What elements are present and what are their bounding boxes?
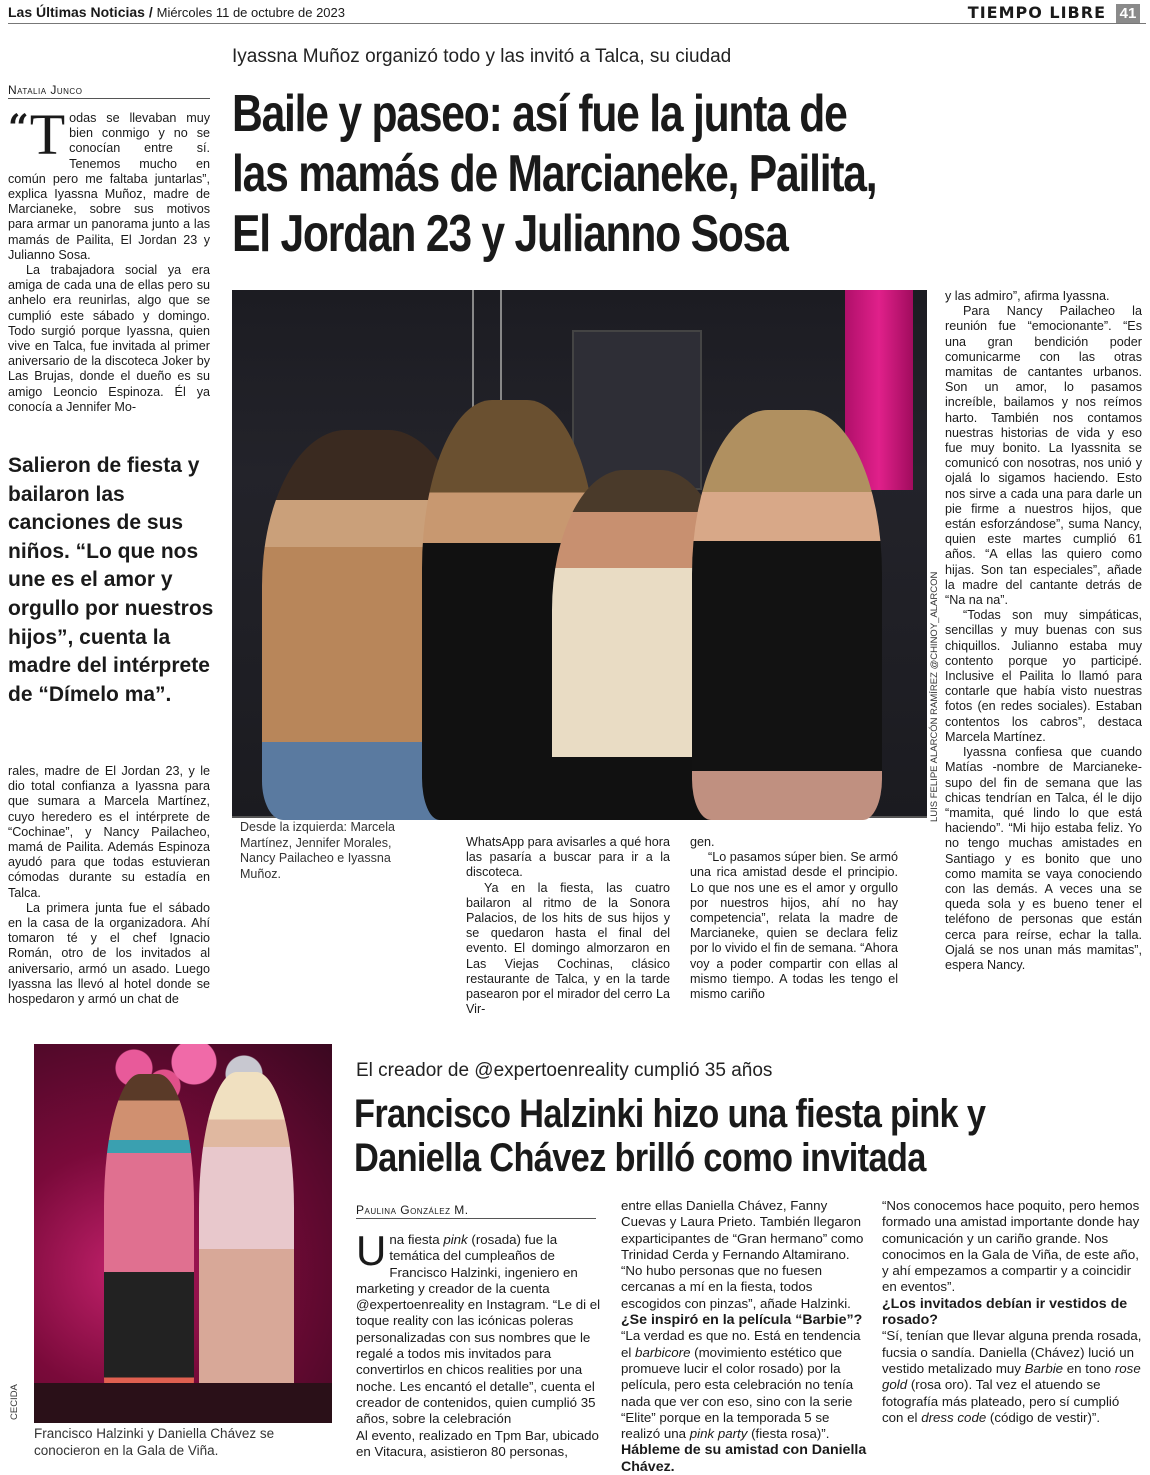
lead-text: na fiesta bbox=[389, 1232, 444, 1247]
dropcap-letter: T bbox=[29, 102, 66, 167]
paragraph: “Todas son muy simpáticas, sencillas y muy buenas con sus chiquillos. Julianno estaba muy contento porque yo participé. Inclusive el Pailita lo llamó para contarle que había visto nuestras fotos (en redes sociales). Estaban contentos los cabros”, destaca Marcela Martínez. bbox=[945, 608, 1142, 744]
interview-question: ¿Los invitados debían ir vestidos de rosado? bbox=[882, 1295, 1128, 1329]
photo-credit-text: CECIDA bbox=[9, 1384, 20, 1420]
headline-line: Francisco Halzinki hizo una fiesta pink y bbox=[354, 1092, 986, 1136]
dropcap-quote: “ bbox=[8, 107, 29, 149]
answer-text: (rosa oro). Tal vez el atuendo se fotografía más plateado, pero sí cumplió con el bbox=[882, 1377, 1120, 1425]
answer-text: “Sí, tenían que llevar alguna prenda rosada, fucsia o sandía. Daniella (Chávez) lució un vestido metalizado muy bbox=[882, 1328, 1142, 1376]
lead-paragraph bbox=[356, 1227, 606, 1428]
publication-line bbox=[8, 4, 345, 20]
lead-text: odas se llevaban muy bien conmigo y no se conocían entre sí. Tenemos mucho en común pero me faltaba juntarlas”, explica Iyassna Muñoz, madre de Marcianeke, sobre sus motivos para armar un panorama junto a las mamás de Pailita, El Jordan 23 y Julianno Sosa. bbox=[8, 111, 210, 262]
headline-line: El Jordan 23 y Julianno Sosa bbox=[232, 205, 788, 263]
article1-kicker: Iyassna Muñoz organizó todo y las invitó a Talca, su ciudad bbox=[232, 46, 732, 67]
paragraph: La primera junta fue el sábado en la casa de la organizadora. Ahí tomaron té y el chef Ignacio Román, otro de los invitados al aniversario, armó un asado. Luego Iyassna las llevó al hotel donde se hospedaron y armó un chat de bbox=[8, 900, 210, 1007]
article2-column2 bbox=[621, 1198, 871, 1475]
article1-column2 bbox=[466, 835, 670, 1017]
paragraph: Al evento, realizado en Tpm Bar, ubicado en Vitacura, asistieron 80 personas, bbox=[356, 1427, 599, 1459]
photo-credit-text: LUIS FELIPE ALARCÓN RAMÍREZ @CHINOY_ALARCON bbox=[929, 571, 940, 822]
answer-text: (código de vestir)”. bbox=[986, 1409, 1101, 1425]
lead-italic: pink bbox=[443, 1232, 468, 1247]
photo-credit bbox=[928, 532, 942, 822]
interview-answer: “Nos conocemos hace poquito, pero hemos formado una amistad importante donde hay comunicación y un cariño grande. Nos conocimos en la Gala de Viña, de este año, y ahí empezamos a compartir y a coincidir en eventos”. bbox=[882, 1198, 1140, 1295]
article2-headline bbox=[354, 1092, 1128, 1180]
answer-text: en tono bbox=[1063, 1360, 1115, 1376]
paragraph: gen. bbox=[690, 835, 715, 849]
publication-name: Las Últimas Noticias bbox=[8, 4, 145, 20]
paragraph: La trabajadora social ya era amiga de cada una de ellas pero su anhelo era reunirlas, algo que se cumplió este sábado y domingo. Todo surgió porque Iyassna, quien vive en Talca, fue invitada al primer aniversario de la discoteca Joker by Las Brujas, donde el dueño es su amigo Leoncio Espinoza. Él ya conocía a Jennifer Mo- bbox=[8, 263, 210, 414]
paragraph: Para Nancy Pailacheo la reunión fue “emocionante”. “Es una gran bendición poder comunicarme con las otras mamitas de cantantes urbanos. Son un amor, lo pasamos increíble, bailamos y nos reímos harto. También nos contamos nuestras historias de vida y eso fue muy bonito. La Iyassnita se comunicó con nosotras, nos unió y ojalá lo sigamos haciendo. Esto nos sirve a cada una para darle un pie firme a nuestros hijos, que están esforzándose”, suma Nancy, quien este martes cumplió 61 años. “A ellas las quiero como hijas. Son tan especiales”, añade la madre del cantante detrás de “Na na na”. bbox=[945, 304, 1142, 608]
article1-photo bbox=[232, 290, 927, 818]
article2-photo bbox=[34, 1044, 332, 1423]
article2-column1 bbox=[356, 1227, 606, 1460]
dropcap-letter: U bbox=[356, 1227, 387, 1274]
answer-italic: dress code bbox=[921, 1409, 987, 1425]
article1-column1-bottom bbox=[8, 764, 210, 1007]
speaker-stack bbox=[572, 330, 702, 490]
paragraph: “Lo pasamos súper bien. Se armó una rica amistad desde el principio. Lo que nos une es el amor y orgullo por nuestros hijos, ahí no hay competencia”, relata la madre de Marcianeke, quien se declara feliz por lo vivido el fin de semana. “Ahora voy a poder compartir con ellas al mismo tiempo. A todas les tengo el mismo cariño bbox=[690, 850, 898, 1002]
headline-line: Daniella Chávez brilló como invitada bbox=[354, 1136, 926, 1180]
answer-italic: barbicore bbox=[635, 1344, 691, 1360]
article1-column1-top bbox=[8, 102, 210, 415]
page-number: 41 bbox=[1116, 4, 1140, 23]
person-daniella bbox=[199, 1072, 294, 1412]
article1-column4 bbox=[945, 289, 1142, 973]
article1-headline bbox=[232, 84, 937, 264]
masthead bbox=[8, 4, 1146, 24]
photo-credit bbox=[8, 1360, 22, 1420]
paragraph: Iyassna confiesa que cuando Matías -nombre de Marcianeke- supo del fin de semana que las chicas tendrían en Talca, él le dijo “mamita, qué lindo lo que está haciendo”. “Mi hijo estaba feliz. Yo no tengo muchas amistades en Santiago y es bonito que uno como mamita se vaya conociendo con las demás. A veces una se queda sola y es bueno tener el teléfono de personas que están cerca para reírse, echar la talla. Ojalá se nos unan más mamitas”, espera Nancy. bbox=[945, 745, 1142, 972]
paragraph: WhatsApp para avisarles a qué hora las pasaría a buscar para ir a la discoteca. bbox=[466, 835, 670, 880]
lead-text: (rosada) fue la temática del cumpleaños de Francisco Halzinki, ingeniero en marketing y creador de la cuenta @expertoenreality en Instagram. “Le di el toque reality con las icónicas poleras personalizadas con sus nombres que le regalé a todos mis invitados para convertirlos en chicos realities por una noche. Les encantó el detalle”, cuenta el creador de contenidos, quien cumplió 35 años, sobre la celebración bbox=[356, 1232, 601, 1427]
answer-italic: pink party bbox=[689, 1426, 748, 1442]
answer-text: (fiesta rosa)”. bbox=[747, 1426, 830, 1442]
pull-quote: Salieron de fiesta y bailaron las canciones de sus niños. “Lo que nos une es el amor y orgullo por nuestros hijos”, cuenta la madre del intérprete de “Dímelo ma”. bbox=[8, 454, 214, 706]
stage-truss bbox=[472, 290, 502, 410]
floor bbox=[34, 1383, 332, 1423]
article1-byline: Natalia Junco bbox=[8, 83, 210, 99]
section-name: TIEMPO LIBRE bbox=[967, 3, 1106, 22]
paragraph: rales, madre de El Jordan 23, y le dio total confianza a Iyassna para que sumara a Marcela Martínez, cuyo heredero es el intérprete de “Cochinae”, y Nancy Pailacheo, mamá de Pailita. Además Espinoza ayudó para que todas estuvieran cómodas durante su estadía en Talca. bbox=[8, 764, 210, 900]
answer-text: (movimiento estético que promueve lucir el color rosado) por la película, pero esta celebración no tenía nada que ver con eso, sino con la serie “Elite” porque en la temporada 5 se realizó una bbox=[621, 1344, 854, 1442]
article1-column3 bbox=[690, 835, 898, 1002]
lead-paragraph bbox=[8, 102, 210, 263]
photo-caption: Francisco Halzinki y Daniella Chávez se conocieron en la Gala de Viña. bbox=[34, 1426, 275, 1458]
interview-question: ¿Se inspiró en la película “Barbie”? bbox=[621, 1312, 863, 1329]
answer-italic: Barbie bbox=[1024, 1360, 1064, 1376]
headline-line: Baile y paseo: así fue la junta de bbox=[232, 85, 847, 143]
person-francisco bbox=[104, 1074, 194, 1404]
publication-date: Miércoles 11 de octubre de 2023 bbox=[156, 5, 345, 20]
photo-caption: Desde la izquierda: Marcela Martínez, Jennifer Morales, Nancy Pailacheo e Iyassna Muñoz. bbox=[240, 820, 395, 881]
paragraph: entre ellas Daniella Chávez, Fanny Cuevas y Laura Prieto. También llegaron exparticipantes de “Gran hermano” como Trinidad Cerda y Fernando Altamirano. “No hubo personas que no fuesen cercanas a mí en la fiesta, todos escogidos con pinzas”, añade Halzinki. bbox=[621, 1198, 864, 1311]
article2-column3 bbox=[882, 1198, 1144, 1426]
paragraph: y las admiro”, afirma Iyassna. bbox=[945, 289, 1110, 303]
paragraph: Ya en la fiesta, las cuatro bailaron al ritmo de la Sonora Palacios, de los hits de sus hijos y se quedaron hasta el final del evento. El domingo almorzaron en Las Viejas Cochinas, clásico restaurante de Talca, y en la tarde pasearon por el mirador del cerro La Vir- bbox=[466, 880, 670, 1017]
answer-text: “La verdad es que no. Está en tendencia el bbox=[621, 1328, 861, 1360]
answer-italic: rose gold bbox=[882, 1360, 1141, 1393]
interview-answer bbox=[621, 1328, 871, 1442]
separator: / bbox=[144, 4, 157, 20]
interview-question: Hábleme de su amistad con Daniella Chávez. bbox=[621, 1442, 867, 1475]
article2-kicker: El creador de @expertoenreality cumplió 35 años bbox=[356, 1060, 773, 1081]
headline-line: las mamás de Marcianeke, Pailita, bbox=[232, 145, 877, 203]
person-iyassna bbox=[692, 410, 882, 820]
article2-byline: Paulina González M. bbox=[356, 1203, 596, 1219]
interview-answer bbox=[882, 1328, 1144, 1426]
